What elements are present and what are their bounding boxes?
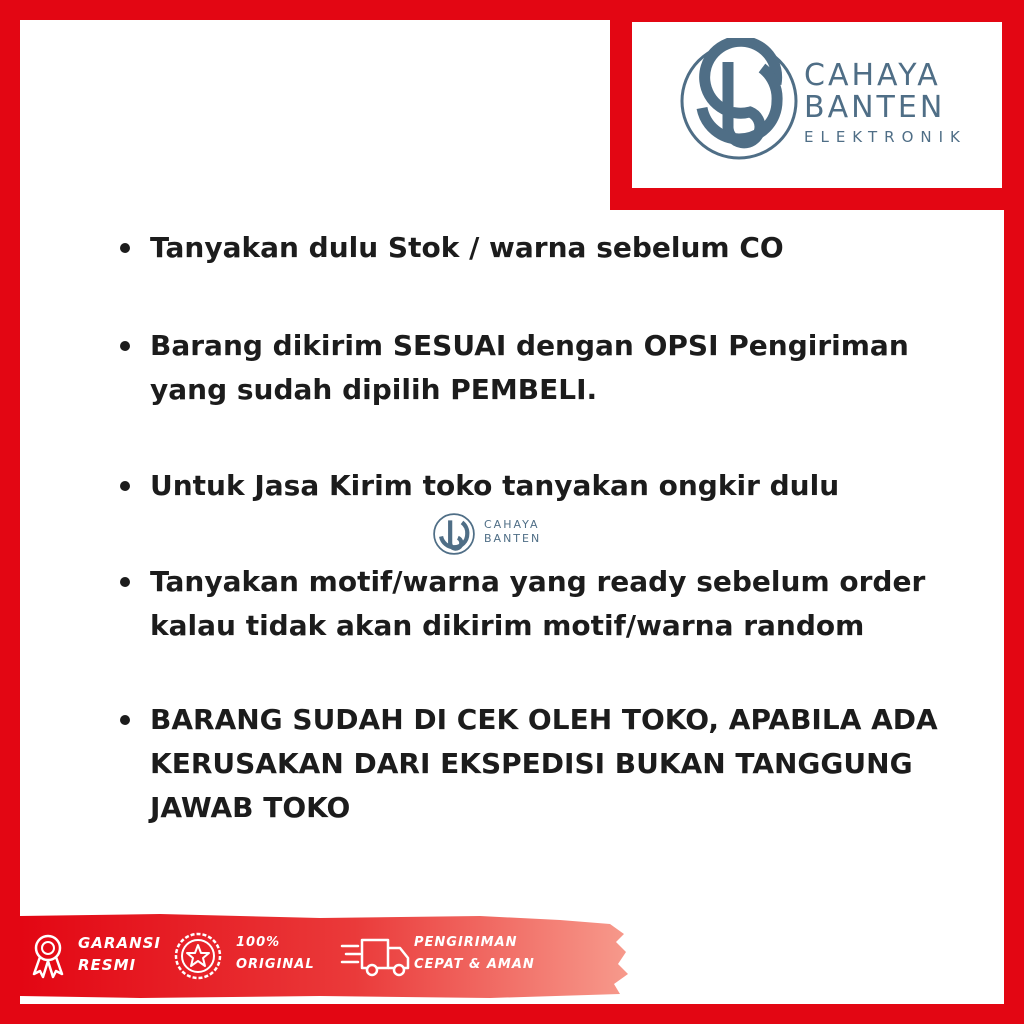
watermark-line1: CAHAYA — [484, 518, 540, 531]
bullet-item: Untuk Jasa Kirim toko tanyakan ongkir dulu — [120, 464, 839, 508]
frame-left — [0, 0, 20, 1024]
brand-logo-box — [610, 0, 1024, 210]
star-badge-icon — [172, 930, 224, 982]
feature-label-line2: RESMI — [78, 956, 137, 974]
feature-label — [78, 932, 161, 976]
watermark-line2: BANTEN — [484, 532, 542, 545]
feature-label — [414, 932, 535, 976]
award-ribbon-icon — [26, 930, 78, 982]
brand-name — [804, 60, 967, 146]
delivery-truck-icon — [340, 930, 412, 982]
brand-name-line1: CAHAYA — [804, 58, 941, 93]
feature-label-line2: ORIGINAL — [236, 957, 315, 972]
feature-label-line1: GARANSI — [78, 934, 162, 952]
brand-name-line3: ELEKTRONIK — [804, 128, 967, 146]
feature-banner — [20, 912, 630, 1000]
feature-label-line1: PENGIRIMAN — [414, 935, 518, 950]
feature-label-line2: CEPAT & AMAN — [414, 957, 535, 972]
power-logo-watermark-icon — [432, 512, 476, 556]
brand-name-line2: BANTEN — [804, 90, 946, 125]
brand-logo — [632, 22, 1002, 188]
bullet-item: Barang dikirim SESUAI dengan OPSI Pengiriman yang sudah dipilih PEMBELI. — [120, 324, 970, 412]
feature-label-line1: 100% — [236, 935, 281, 950]
feature-label — [236, 932, 315, 976]
brand-watermark — [432, 512, 572, 560]
bullet-item: Tanyakan motif/warna yang ready sebelum order kalau tidak akan dikirim motif/warna random — [120, 560, 970, 648]
frame-bottom — [0, 1004, 1024, 1024]
bullet-item: Tanyakan dulu Stok / warna sebelum CO — [120, 226, 784, 270]
power-logo-icon — [676, 38, 802, 164]
bullet-item: BARANG SUDAH DI CEK OLEH TOKO, APABILA ADA KERUSAKAN DARI EKSPEDISI BUKAN TANGGUNG JAWAB TOKO — [120, 698, 970, 830]
watermark-text — [484, 518, 541, 546]
